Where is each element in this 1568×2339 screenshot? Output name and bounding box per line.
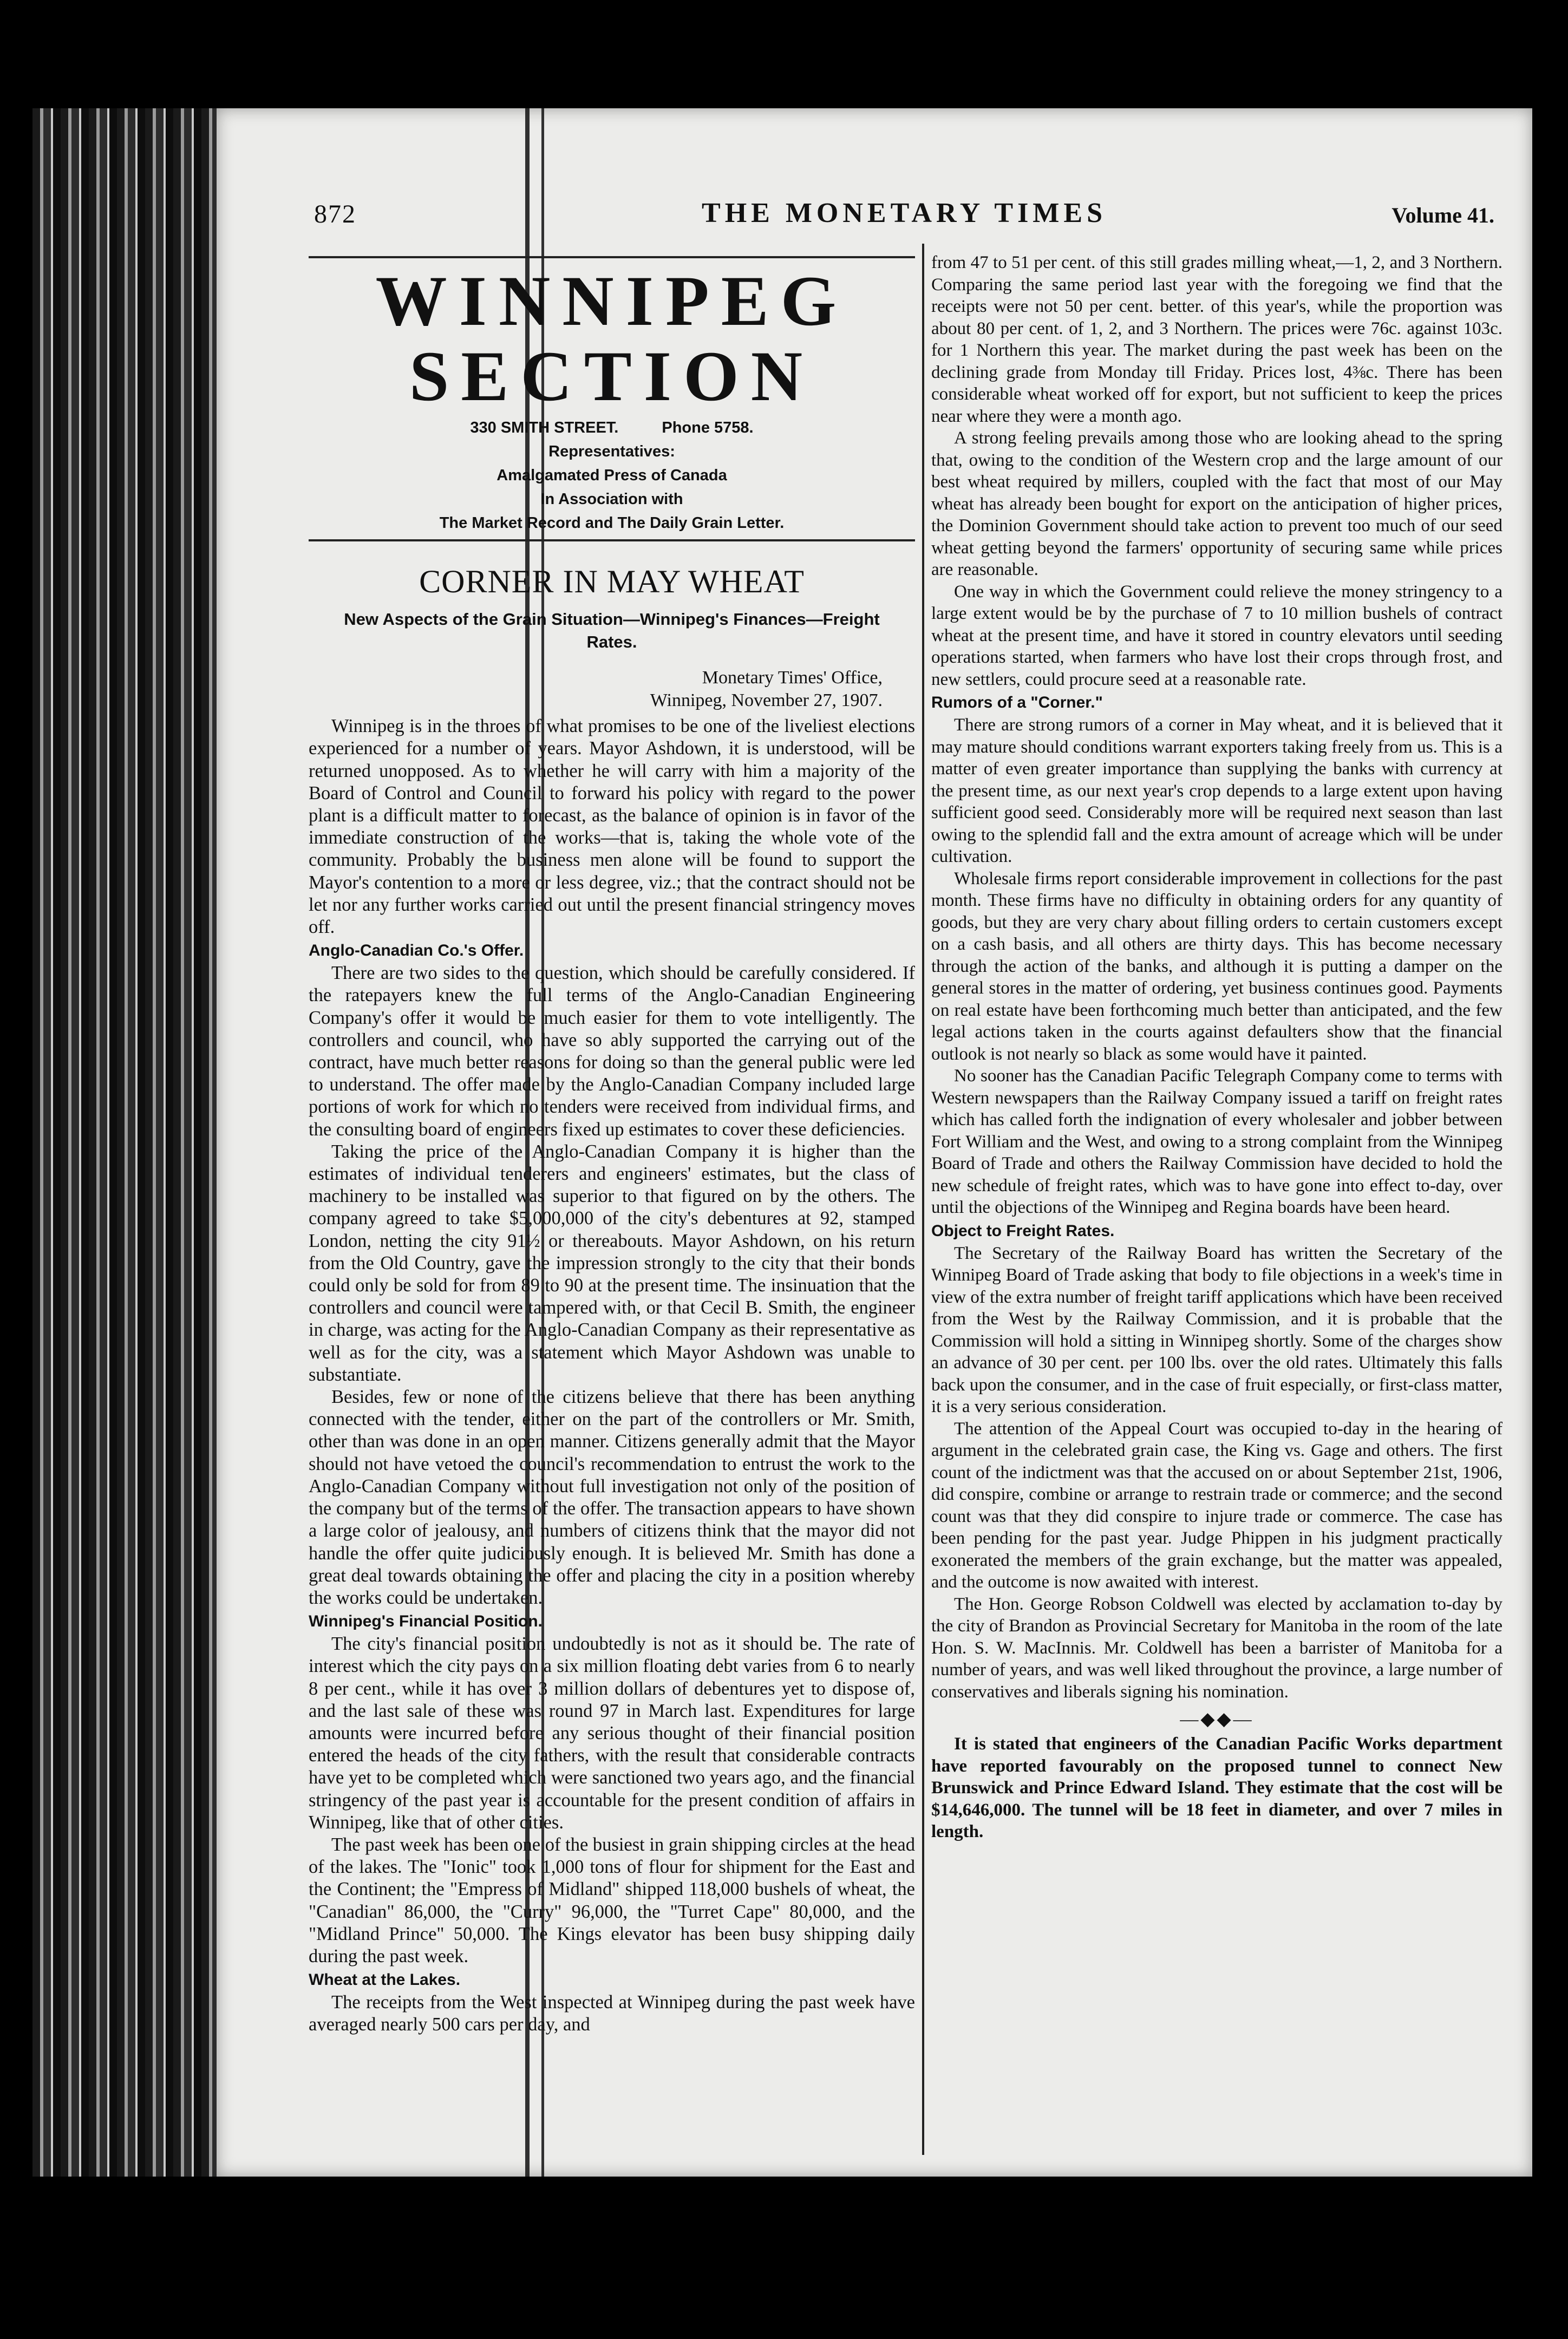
article-subtitle: New Aspects of the Grain Situation—Winnipeg's Finances—Freight Rates.: [344, 610, 880, 652]
page-number: 872: [314, 200, 356, 228]
paragraph: The city's financial position undoubtedly is not as it should be. The rate of interest which the city pays on a six million floating debt varies from 6 to nearly 8 per cent., while it has over 3 million dollars of debentures yet to dispose of, and the last sale of these was round 97 in March last. Expenditures for large amounts were incurred before any serious thought of their financial position entered the heads of the city fathers, with the result that considerable contracts have yet to be completed which were sanctioned two years ago, and the financial stringency of the past year is accountable for the present condition of affairs in Winnipeg, like that of other cities.: [309, 1634, 915, 1833]
subheading: Anglo-Canadian Co.'s Offer.: [309, 942, 524, 960]
masthead-rule: [309, 539, 915, 541]
agency-name: Amalgamated Press of Canada: [496, 467, 727, 485]
volume-label: Volume 41.: [1391, 203, 1494, 227]
right-column: [931, 252, 1502, 1843]
paragraph: The receipts from the West inspected at Winnipeg during the past week have averaged nearly 500 cars per day, and: [309, 1992, 915, 2035]
paragraph: The attention of the Appeal Court was occupied to-day in the hearing of argument in the celebrated grain case, the King vs. Gage and others. The first count of the indictment was that the accused on or about September 21st, 1906, did conspire, combine or arrange to restrain trade or commerce; and the second count was that they did conspire to injure trade or commerce. The case has been pending for the past year. Judge Phippen in his judgment practically exonerated the members of the grain exchange, but the matter was appealed, and the outcome is now awaited with interest.: [931, 1419, 1502, 1592]
column-divider: [922, 244, 924, 2155]
section-address: 330 SMITH STREET.: [470, 419, 619, 437]
paragraph: No sooner has the Canadian Pacific Telegraph Company come to terms with Western newspapers than the Railway Company issued a tariff on freight rates which has called forth the indignation of every wholesaler and jobber between Fort William and the West, and owing to a strong complaint from the Winnipeg Board of Trade and others the Railway Commission have decided to hold the new schedule of freight rates, which was to have gone into effect to-day, over until the objections of the Winnipeg and Regina boards have been heard.: [931, 1066, 1502, 1217]
newspaper-page: [217, 108, 1532, 2177]
book-binding-edge: [32, 108, 217, 2177]
dateline-place-date: Winnipeg, November 27, 1907.: [650, 690, 883, 711]
paragraph: A strong feeling prevails among those who are looking ahead to the spring that, owing to the condition of the Western crop and the large amount of our best wheat required by millers, coupled with the fact that most of our May wheat has already been bought for export on the anticipation of higher prices, the Dominion Government should take action to prevent too much of our seed wheat getting beyond the farmers' opportunity of securing same while prices are reasonable.: [931, 428, 1502, 579]
left-column: [309, 252, 915, 2036]
section-masthead: [309, 416, 915, 535]
ornament-divider: —◆◆—: [1180, 1709, 1254, 1729]
paragraph: Winnipeg is in the throes of what promises to be one of the liveliest elections experienced for a number of years. Mayor Ashdown, it is understood, will be returned unopposed. As to whether he will carry with him a majority of the Board of Control and Council to forward his policy with regard to the power plant is a difficult matter to forecast, as the balance of opinion is in favor of the immediate construction of the works—that is, taking the whole vote of the community. Probably the business men alone will be found to support the Mayor's contention to a more or less degree, viz.; that the contract should not be let nor any further works carried out until the present financial stringency moves off.: [309, 716, 915, 938]
section-title: WINNIPEG SECTION: [375, 261, 848, 416]
running-head: [314, 195, 1494, 238]
dateline-office: Monetary Times' Office,: [702, 668, 883, 688]
top-rule: [309, 256, 915, 258]
section-phone: Phone 5758.: [662, 419, 754, 437]
paragraph: One way in which the Government could relieve the money stringency to a large extent would be by the purchase of 7 to 10 million bushels of contract wheat at the present time, and have it stored in country elevators until seeding operations started, when farmers who have lost their crops through frost, and new settlers, could procure seed at a reasonable rate.: [931, 582, 1502, 689]
paragraph: There are strong rumors of a corner in May wheat, and it is believed that it may mature should conditions warrant exporters taking freely from us. This is a matter of even greater importance than supplying the banks with currency at the present time, as our next year's crop depends to a large extent upon having sufficient good seed. Considerably more will be required next season than last owing to the splendid fall and the extra amount of acreage which will be under cultivation.: [931, 715, 1502, 866]
subheading: Winnipeg's Financial Position.: [309, 1612, 543, 1631]
representatives-label: Representatives:: [548, 443, 675, 461]
paragraph: The past week has been one of the busiest in grain shipping circles at the head of the lakes. The "Ionic" took 1,000 tons of flour for shipment for the East and the Continent; the "Empress of Midland" shipped 118,000 bushels of wheat, the "Canadian" 86,000, the "Curry" 96,000, the "Turret Cape" 80,000, and the "Midland Prince" 50,000. The Kings elevator has been busy shipping daily during the past week.: [309, 1834, 915, 1966]
partner-names: The Market Record and The Daily Grain Letter.: [439, 514, 785, 532]
paragraph: The Secretary of the Railway Board has written the Secretary of the Winnipeg Board of Trade asking that body to file objections in a week's time in view of the extra number of freight tariff applications which have been received from the West by the Railway Commission, and it is probable that the Commission will hold a sitting in Winnipeg shortly. Some of the charges show an advance of 30 per cent. per 100 lbs. over the old rates. Ultimately this falls back upon the consumer, and in the case of fruit especially, or first-class matter, it is a very serious consideration.: [931, 1243, 1502, 1416]
subheading: Object to Freight Rates.: [931, 1221, 1115, 1240]
paragraph: Besides, few or none of the citizens believe that there has been anything connected with the tender, either on the part of the controllers or Mr. Smith, other than was done in an open manner. Citizens generally admit that the Mayor should not have vetoed the council's recommendation to entrust the work to the Anglo-Canadian Company without full investigation not only of the position of the company but of the terms of the offer. The transaction appears to have shown a large color of jealousy, and numbers of citizens think that the mayor did not handle the offer quite judiciously enough. It is believed Mr. Smith has done a great deal towards obtaining the offer and placing the city in a position whereby the works could be undertaken.: [309, 1387, 915, 1608]
paragraph: The Hon. George Robson Coldwell was elected by acclamation to-day by the city of Brandon as Provincial Secretary for Manitoba in the room of the late Hon. S. W. MacInnis. Mr. Coldwell has been a barrister of Manitoba for a number of years, and was well liked throughout the province, a large number of conservatives and liberals signing his nomination.: [931, 1594, 1502, 1702]
paragraph: It is stated that engineers of the Canadian Pacific Works department have reported favourably on the proposed tunnel to connect New Brunswick and Prince Edward Island. They estimate that the cost will be $14,646,000. The tunnel will be 18 feet in diameter, and over 7 miles in length.: [931, 1734, 1502, 1841]
paragraph: from 47 to 51 per cent. of this still grades milling wheat,—1, 2, and 3 Northern. Comparing the same period last year with the foregoing we find that the receipts were not 50 per cent. better. of this year's, while the proportion was about 80 per cent. of 1, 2, and 3 Northern. The prices were 76c. against 103c. for 1 Northern this year. The market during the past week has been on the declining grade from Monday till Friday. Prices lost, 4⅜c. There has been considerable wheat worked off for export, but not sufficient to keep the prices near where they were a month ago.: [931, 253, 1502, 426]
article-title: CORNER IN MAY WHEAT: [419, 564, 805, 600]
subheading: Rumors of a "Corner.": [931, 694, 1103, 711]
association-label: In Association with: [540, 491, 683, 508]
paragraph: Wholesale firms report considerable improvement in collections for the past month. These firms have no difficulty in obtaining orders for any quantity of goods, but they are very chary about filling orders to certain customers except on a cash basis, and all others are thirty days. This has become necessary through the action of the banks, and although it is putting a damper on the general stores in the matter of ordering, yet business continues good. Payments on real estate have been forthcoming much better than anticipated, and the few legal actions taken in the courts against defaulters show that the financial outlook is not nearly so black as some would have it painted.: [931, 868, 1502, 1064]
subheading: Wheat at the Lakes.: [309, 1971, 461, 1989]
paragraph: There are two sides to the question, which should be carefully considered. If the ratepayers knew the full terms of the Anglo-Canadian Engineering Company's offer it would be much easier for them to vote intelligently. The controllers and council, who have so ably supported the carrying out of the contract, have much better reasons for doing so than the general public were led to understand. The offer made by the Anglo-Canadian Company included large portions of work for which no tenders were received from individual firms, and the consulting board of engineers fixed up estimates to cover these deficiencies.: [309, 963, 915, 1140]
publication-title: THE MONETARY TIMES: [702, 198, 1107, 228]
paragraph: Taking the price of the Anglo-Canadian Company it is higher than the estimates of individual tenderers and engineers' estimates, but the class of machinery to be installed was superior to that figured on by the others. The company agreed to take $5,000,000 of the city's debentures at 92, stamped London, netting the city 91½ or thereabouts. Mayor Ashdown, on his return from the Old Country, gave the impression strongly to the city that their bonds could only be sold for from 89 to 90 at the present time. The insinuation that the controllers and council were tampered with, or that Cecil B. Smith, the engineer in charge, was acting for the Anglo-Canadian Company as their representative as well as for the city, was a statement which Mayor Ashdown was unable to substantiate.: [309, 1141, 915, 1385]
